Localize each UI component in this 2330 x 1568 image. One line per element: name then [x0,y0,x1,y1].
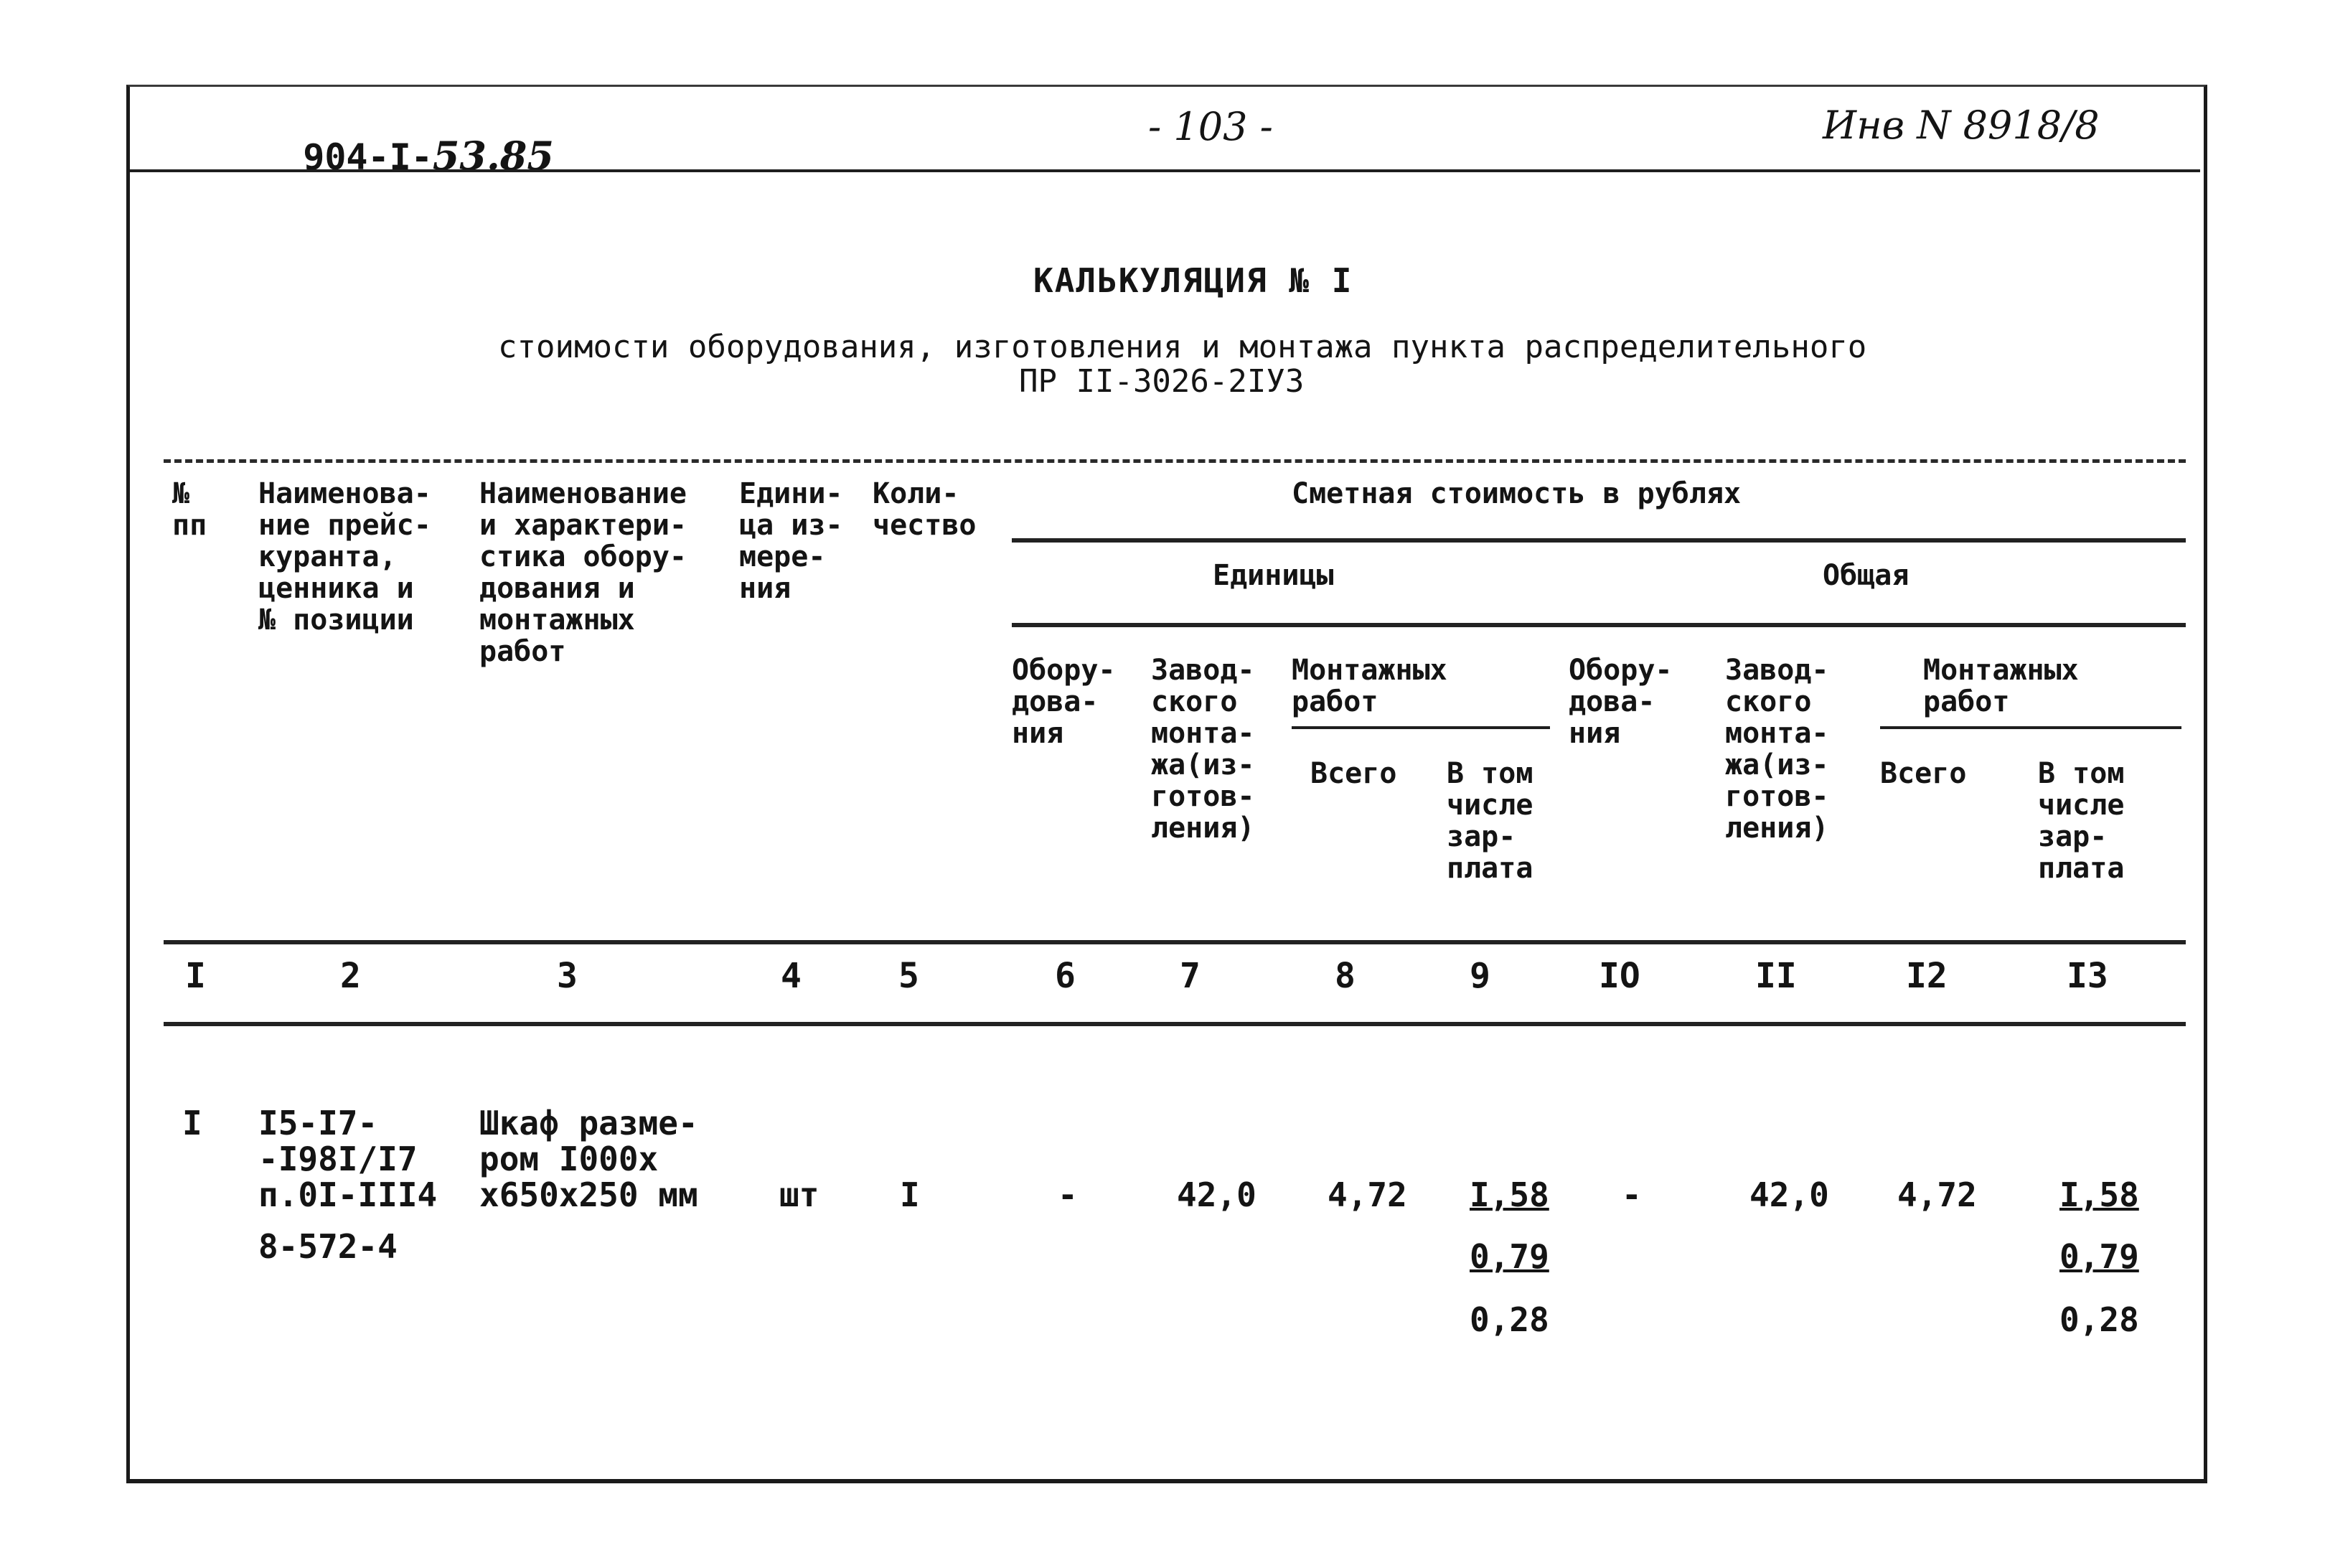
sub-head-equipment-unit: Обору- дова- ния [1012,654,1116,750]
group-head-estimated-cost: Сметная стоимость в рублях [1292,477,1742,510]
row-quantity: I [900,1175,920,1214]
col-number-9: 9 [1470,956,1490,996]
col-numbers-top-rule [164,940,2186,944]
row-salary-total-1: I,58 [2059,1175,2139,1214]
sub-head-salary-total: В том числе зар- плата [2038,757,2125,885]
col-number-5: 5 [898,956,919,996]
sub-head-mounting-unit: Монтажных работ [1292,654,1447,718]
row-salary-unit-2: 0,79 [1470,1237,1549,1276]
col-numbers-bottom-rule [164,1022,2186,1026]
col-number-11: II [1755,956,1797,996]
col-number-1: I [185,956,206,996]
row-mount-total-unit: 4,72 [1328,1175,1407,1214]
col-number-13: I3 [2067,956,2108,996]
calculation-subtitle-line1: стоимости оборудования, изготовления и монтажа пункта распределительного [498,329,1867,365]
row-salary-unit-3: 0,28 [1470,1300,1549,1339]
row-salary-total-2: 0,79 [2059,1237,2139,1276]
row-equipment-unit: - [1058,1175,1078,1214]
col-number-7: 7 [1180,956,1201,996]
col-head-quantity: Коли- чество [873,477,977,542]
mount-rule-unit [1292,726,1550,729]
col-head-description: Наименование и характери- стика обору- дования и монтажных работ [479,477,687,668]
row-unit: шт [779,1175,819,1214]
row-mount-total-total: 4,72 [1897,1175,1977,1214]
sub-head-factory-unit: Завод- ского монта- жа(из- готов- ления) [1151,654,1255,845]
col-number-4: 4 [781,956,802,996]
document-code-printed: 904-I- [303,136,433,178]
calculation-subtitle-line2: ПР II-3026-2IУ3 [1019,363,1305,400]
col-number-6: 6 [1055,956,1076,996]
group-rule-1 [1012,538,2186,543]
calculation-title: КАЛЬКУЛЯЦИЯ № I [1033,261,1353,300]
document-code-handwritten: 53.85 [432,133,554,179]
row-pricelist-extra: 8-572-4 [258,1227,398,1266]
col-number-3: 3 [557,956,578,996]
row-factory-unit: 42,0 [1177,1175,1256,1214]
row-factory-total: 42,0 [1749,1175,1829,1214]
col-head-unit: Едини- ца из- мере- ния [739,477,843,605]
sub-head-salary-unit: В том числе зар- плата [1447,757,1533,885]
document-code [260,100,554,179]
row-salary-total-3: 0,28 [2059,1300,2139,1339]
page-number: - 103 - [1148,104,1273,149]
group-rule-2 [1012,623,2186,627]
col-number-12: I2 [1906,956,1948,996]
col-number-2: 2 [340,956,361,996]
group-head-total: Общая [1823,559,1909,592]
table-top-rule [164,459,2186,463]
sub-head-equipment-total: Обору- дова- ния [1569,654,1673,750]
group-head-unit: Единицы [1213,559,1334,592]
mount-rule-total [1880,726,2181,729]
row-number: I [182,1104,202,1142]
col-head-number: № пп [172,477,207,542]
sub-head-total-total: Всего [1880,757,1967,790]
row-description: Шкаф разме- ром I000х х650х250 мм [479,1104,698,1214]
col-head-pricelist: Наименова- ние прейс- куранта, ценника и № позиции [258,477,431,637]
sub-head-factory-total: Завод- ского монта- жа(из- готов- ления) [1725,654,1829,845]
header-rule [130,169,2200,172]
inventory-number: Инв N 8918/8 [1823,103,2100,148]
col-number-8: 8 [1335,956,1356,996]
row-equipment-total: - [1622,1175,1642,1214]
sub-head-total-unit: Всего [1310,757,1397,790]
row-pricelist: I5-I7- -I98I/I7 п.0I-III4 [258,1104,438,1214]
col-number-10: IO [1599,956,1640,996]
row-salary-unit-1: I,58 [1470,1175,1549,1214]
sub-head-mounting-total: Монтажных работ [1923,654,2079,718]
